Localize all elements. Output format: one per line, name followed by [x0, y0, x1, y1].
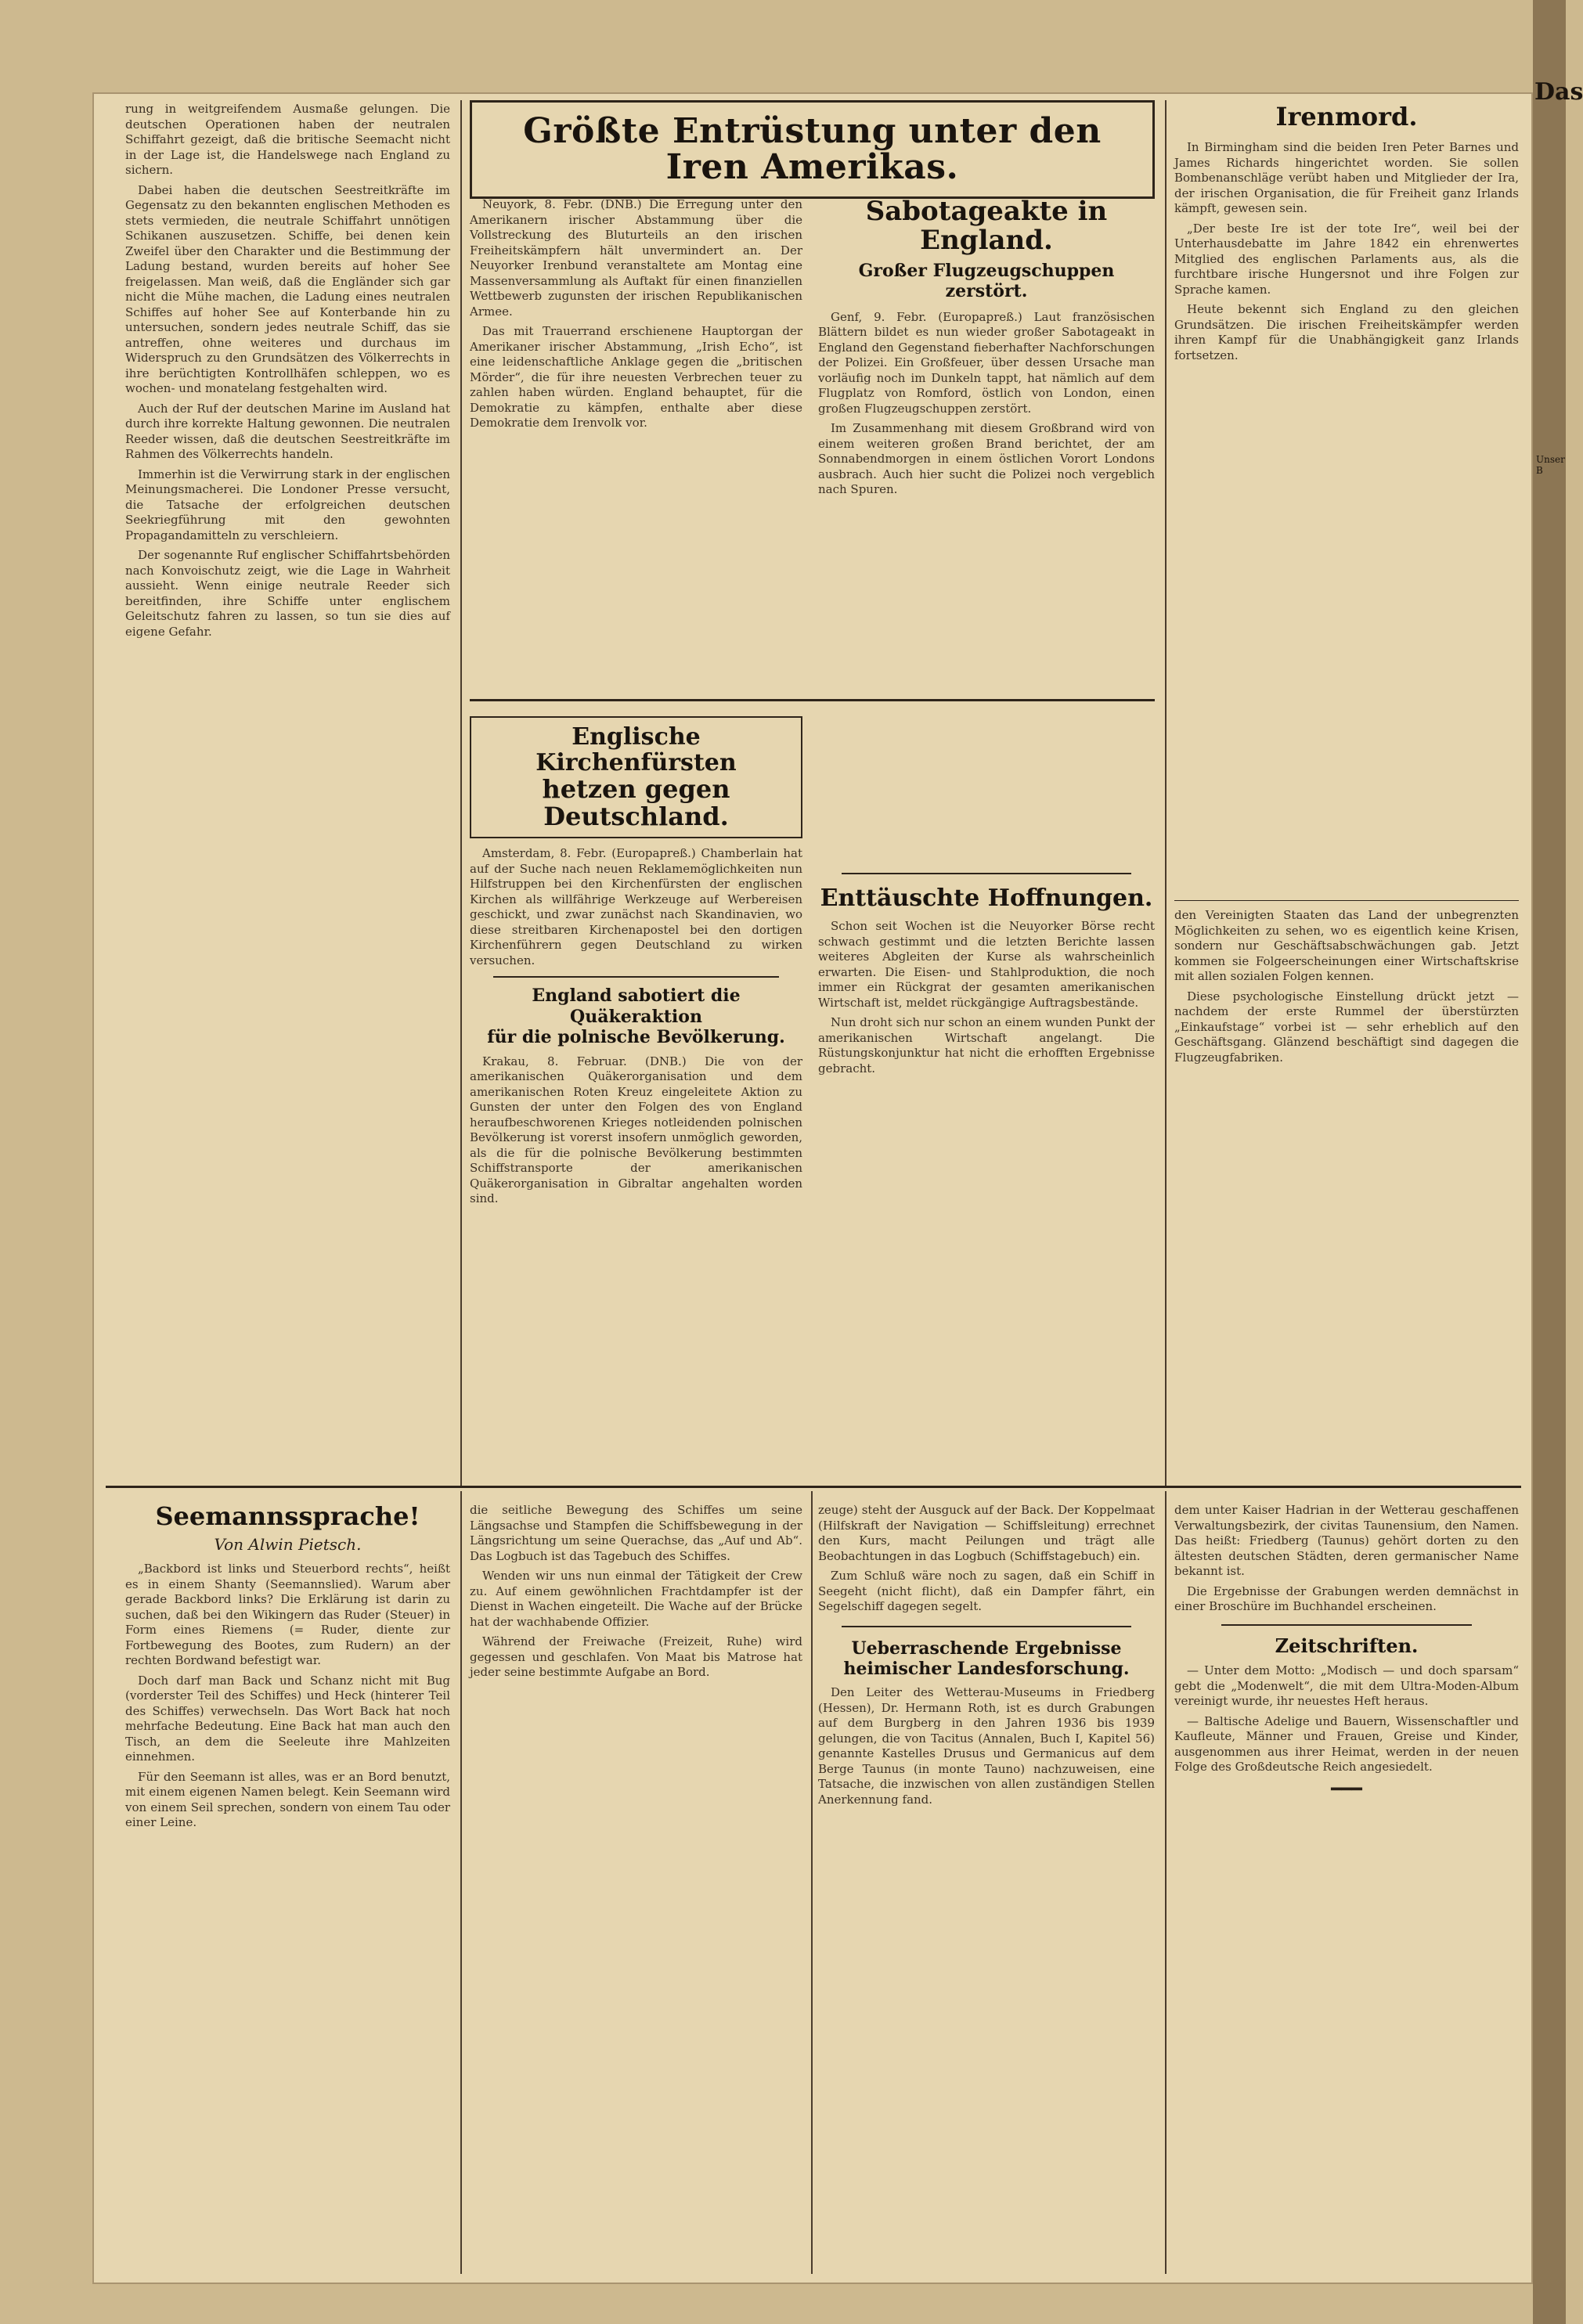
sabotage-article — [818, 197, 1155, 686]
section-rule — [470, 699, 1155, 701]
paragraph: Im Zusammenhang mit diesem Großbrand wird von einem weiteren großen Brand berichtet, der am Sonnabendmorgen in einem östlichen Vorort Londons ausbrach. Auch hier sucht die Polizei noch vergeblich nach Spuren. — [818, 421, 1155, 497]
column-rule — [460, 100, 462, 1486]
quaeker-headline-2: für die polnische Bevölkerung. — [487, 1027, 785, 1048]
paragraph: Nun droht sich nur schon an einem wunden Punkt der amerikanischen Wirtschaft angelangt. Die Rüstungskonjunktur hat nicht die erhofften Ergebnisse gebracht. — [818, 1015, 1155, 1076]
divider — [842, 873, 1131, 874]
headline: Größte Entrüstung unter den Iren Amerikas. — [470, 100, 1155, 199]
headline: Sabotageakte in England. — [865, 196, 1108, 257]
paragraph: Doch darf man Back und Schanz nicht mit Bug (vorderster Teil des Schiffes) und Heck (hinterer Teil des Schiffes) verwechseln. Das Wort Back hat noch mehrfache Bedeutung. Eine Back hat man auch den Tisch, an dem die Seeleute ihre Mahlzeiten einnehmen. — [125, 1673, 450, 1764]
paragraph: „Der beste Ire ist der tote Ire“, weil bei der Unterhausdebatte im Jahre 1842 ein ehrenwertes Mitglied des englischen Parlaments aus, als die furchtbare irische Hungersnot und ihre Folgen zur Sprache kamen. — [1174, 221, 1519, 297]
kirchenfuersten-article — [470, 716, 802, 1468]
end-mark-icon: ━━━ — [1331, 1779, 1362, 1800]
subheadline: Großer Flugzeugschuppen zerstört. — [858, 260, 1115, 302]
paragraph: Neuyork, 8. Febr. (DNB.) Die Erregung unter den Amerikanern irischer Abstammung über die Vollstreckung des Bluturteils an den irischen Freiheitskämpfern hält unvermindert an. Der Neuyorker Irenbund veranstaltete am Montag eine Massenversammlung als Auftakt für einen finanziellen Wettbewerb zugunsten der irischen Republikanischen Armee. — [470, 197, 802, 319]
paragraph: — Baltische Adelige und Bauern, Wissenschaftler und Kaufleute, Männer und Frauen, Greise und Kinder, ausgenommen aus ihrer Heimat, werden in der neuen Folge des Großdeutsche Reich angesiedelt. — [1174, 1713, 1519, 1775]
paragraph: den Vereinigten Staaten das Land der unbegrenzten Möglichkeiten zu sehen, wo es eigentlich keine Krisen, sondern nur Geschäftsabschwächungen gab. Jetzt kommen sie Folgeerscheinungen einer Wirtschaftskrise mit allen sozialen Folgen kennen. — [1174, 908, 1519, 983]
hoffnungen-article — [818, 716, 1155, 1468]
paragraph: Während der Freiwache (Freizeit, Ruhe) wird gegessen und geschlafen. Von Maat bis Matrose hat jeder seine bestimmte Aufgabe an Bord. — [470, 1634, 802, 1679]
seemann-forschung-column — [818, 1503, 1155, 2274]
column-1 — [125, 102, 450, 1475]
section-rule — [1174, 900, 1519, 901]
quaeker-headline: England sabotiert die Quäkeraktion — [532, 985, 741, 1027]
paragraph: Diese psychologische Einstellung drückt jetzt — nachdem der erste Rummel der überstürzten „Einkaufstage“ vorbei ist — sehr erheblich auf den Geschäftsgang. Glänzend beschäftigt sind dagegen die Flugzeugfabriken. — [1174, 989, 1519, 1065]
divider — [493, 976, 779, 978]
adjacent-page-label: Unser B — [1536, 454, 1565, 476]
paragraph: Schon seit Wochen ist die Neuyorker Börse recht schwach gestimmt und die letzten Berichte lassen weiteres Abgleiten der Kurse als wahrscheinlich erwarten. Die Eisen- und Stahlproduktion, die noch immer ein Rückgrat der gesamten amerikanischen Wirtschaft ist, meldet rückgängige Auftragsbestände. — [818, 919, 1155, 1010]
seemann-article-cont — [470, 1503, 802, 2274]
paragraph: Immerhin ist die Verwirrung stark in der englischen Meinungsmacherei. Die Londoner Presse versucht, die Tatsache der erfolgreichen deutschen Seekriegführung mit den gewohnten Propagandamitteln zu verschleiern. — [125, 467, 450, 542]
zeitschriften-headline: Zeitschriften. — [1275, 1634, 1419, 1657]
column-rule — [460, 1491, 462, 2274]
paragraph: dem unter Kaiser Hadrian in der Wetterau geschaffenen Verwaltungsbezirk, der civitas Taunensium, den Namen. Das heißt: Friedberg (Taunus) gehört dorten zu den ältesten deutschen Städten, deren germanischer Name bekannt ist. — [1174, 1503, 1519, 1578]
seemann-article — [125, 1503, 450, 2274]
divider — [1221, 1624, 1472, 1626]
paragraph: „Backbord ist links und Steuerbord rechts“, heißt es in einem Shanty (Seemannslied). Warum aber gerade Backbord links? Die Erklärung ist darin zu suchen, daß bei den Wikingern das Ruder (Steuer) in Form eines Riemens (= Ruder, diente zur Fortbewegung des Bootes, zum Rudern) an der rechten Bordwand befestigt war. — [125, 1562, 450, 1668]
column-4-bottom — [1174, 1503, 1519, 2274]
paragraph: Wenden wir uns nun einmal der Tätigkeit der Crew zu. Auf einem gewöhnlichen Frachtdampfer ist der Dienst in Wachen eingeteilt. Die Wache auf der Brücke hat der wachhabende Offizier. — [470, 1569, 802, 1629]
paragraph: In Birmingham sind die beiden Iren Peter Barnes und James Richards hingerichtet worden. Sie sollen Bombenanschläge verübt haben und Mitglieder der Ira, der irischen Organisation, die für Freiheit ganz Irlands kämpft, gewesen sein. — [1174, 140, 1519, 216]
headline-2: hetzen gegen Deutschland. — [542, 774, 730, 832]
paragraph: Amsterdam, 8. Febr. (Europapreß.) Chamberlain hat auf der Suche nach neuen Reklamemöglichkeiten nun Hilfstruppen bei den Kirchenfürsten der englischen Kirchen als willfährige Werkzeuge auf Werbereisen geschickt, und zwar zunächst nach Skandinavien, wo diese streitbaren Kirchenapostel bei den dortigen Kirchenführern gegen Deutschland zu wirken versuchen. — [470, 846, 802, 967]
headline: Englische Kirchenfürsten — [535, 723, 737, 776]
paragraph: Das mit Trauerrand erschienene Hauptorgan der Amerikaner irischer Abstammung, „Irish Echo“, ist eine leidenschaftliche Anklage gegen die „britischen Mörder“, die für ihre neuesten Verbrechen teuer zu zahlen haben würden. England behauptet, für die Demokratie zu kämpfen, enthalte aber diese Demokratie dem Irenvolk vor. — [470, 324, 802, 430]
byline: Von Alwin Pietsch. — [214, 1535, 362, 1555]
adjacent-page-header: Das — [1534, 78, 1583, 106]
column-rule — [811, 1491, 813, 2274]
paragraph: Zum Schluß wäre noch zu sagen, daß ein Schiff in Seegeht (nicht flicht), daß ein Dampfer fährt, ein Segelschiff dagegen segelt. — [818, 1569, 1155, 1613]
iren-amerika-text — [470, 197, 802, 686]
paragraph: Für den Seemann ist alles, was er an Bord benutzt, mit einem eigenen Namen belegt. Kein Seemann wird von einem Seil sprechen, sondern von einem Tau oder einer Leine. — [125, 1769, 450, 1830]
forschung-headline-2: heimischer Landesforschung. — [843, 1658, 1130, 1679]
headline: Irenmord. — [1275, 102, 1418, 132]
paragraph: Die Ergebnisse der Grabungen werden demnächst in einer Broschüre im Buchhandel erscheinen. — [1174, 1584, 1519, 1613]
column-rule — [1165, 1491, 1167, 2274]
paragraph: Genf, 9. Febr. (Europapreß.) Laut französischen Blättern bildet es nun wieder großer Sabotageakt in England den Gegenstand fieberhafter Nachforschungen der Polizei. Ein Großfeuer, über dessen Ursache man vorläufig noch im Dunkeln tappt, hat nämlich auf dem Flugplatz von Romford, östlich von London, einen großen Flugzeugschuppen zerstört. — [818, 309, 1155, 416]
paragraph: Heute bekennt sich England zu den gleichen Grundsätzen. Die irischen Freiheitskämpfer werden ihren Kampf für die Unabhängigkeit ganz Irlands fortsetzen. — [1174, 302, 1519, 362]
section-rule — [106, 1486, 1521, 1488]
paragraph: Der sogenannte Ruf englischer Schiffahrtsbehörden nach Konvoischutz zeigt, wie die Lage in Wahrheit aussieht. Wenn einige neutrale Reeder sich bereitfinden, ihre Schiffe unter englischem Geleitschutz fahren zu lassen, so tun sie dies auf eigene Gefahr. — [125, 548, 450, 639]
divider — [842, 1626, 1131, 1627]
paragraph: — Unter dem Motto: „Modisch — und doch sparsam“ gebt die „Modenwelt“, die mit dem Ultra-Moden-Album vereinigt wurde, ihr neuestes Heft heraus. — [1174, 1663, 1519, 1709]
column-4-lower — [1174, 908, 1519, 1472]
adjacent-page-strip — [1533, 0, 1583, 2324]
headline: Enttäuschte Hoffnungen. — [820, 885, 1153, 912]
irenmord-article — [1174, 100, 1519, 895]
paragraph: Den Leiter des Wetterau-Museums in Friedberg (Hessen), Dr. Hermann Roth, ist es durch Grabungen auf dem Burgberg in den Jahren 1936 bis 1939 gelungen, die von Tacitus (Annalen, Buch I, Kapitel 56) genannte Kastelles Drusus und Germanicus auf dem Berge Taunus (in monte Tauno) nachzuweisen, eine Tatsache, die inzwischen von allen zuständigen Stellen Anerkennung fand. — [818, 1685, 1155, 1807]
paragraph: Auch der Ruf der deutschen Marine im Ausland hat durch ihre korrekte Haltung gewonnen. Die neutralen Reeder wissen, daß die deutschen Seestreitkräfte im Rahmen des Völkerrechts handeln. — [125, 401, 450, 461]
paragraph: die seitliche Bewegung des Schiffes um seine Längsachse und Stampfen die Schiffsbewegung in der Längsrichtung um seine Querachse, das „Auf und Ab“. Das Logbuch ist das Tagebuch des Schiffes. — [470, 1503, 802, 1563]
paragraph: zeuge) steht der Ausguck auf der Back. Der Koppelmaat (Hilfskraft der Navigation — Schiffsleitung) errechnet den Kurs, macht Peilungen und trägt alle Beobachtungen in das Logbuch (Schiffstagebuch) ein. — [818, 1503, 1155, 1563]
iren-amerika-header — [470, 100, 1155, 186]
headline: Seemannssprache! — [155, 1501, 420, 1531]
paragraph: rung in weitgreifendem Ausmaße gelungen. Die deutschen Operationen haben der neutralen Schiffahrt gezeigt, daß die britische Seemacht nicht in der Lage ist, die Handelswege nach England zu sichern. — [125, 102, 450, 177]
paragraph: Krakau, 8. Februar. (DNB.) Die von der amerikanischen Quäkerorganisation und dem amerikanischen Roten Kreuz eingeleitete Aktion zu Gunsten der unter den Folgen des von England heraufbeschworenen Krieges notleidenden polnischen Bevölkerung ist vorerst insofern unmöglich geworden, als die für die polnische Bevölkerung bestimmten Schiffstransporte der amerikanischen Quäkerorganisation in Gibraltar angehalten worden sind. — [470, 1054, 802, 1206]
paragraph: Dabei haben die deutschen Seestreitkräfte im Gegensatz zu den bekannten englischen Methoden es stets vermieden, die neutrale Schiffahrt unnötigen Schikanen auszusetzen. Schiffe, bei denen kein Zweifel über den Charakter und die Bestimmung der Ladung bestand, wurden bereits auf hoher See freigelassen. Man weiß, daß die Engländer sich gar nicht die Mühe machen, die Ladung eines neutralen Schiffes auf hoher See auf Konterbande hin zu untersuchen, sondern jedes neutrale Schiff, das sie antreffen, ohne weiteres und durchaus im Widerspruch zu den Grundsätzen des Völkerrechts in ihre berüchtigten Kontrollhäfen schleppen, wo es wochen- und monatelang festgehalten wird. — [125, 182, 450, 395]
forschung-headline: Ueberraschende Ergebnisse — [851, 1638, 1122, 1659]
column-rule — [1165, 100, 1167, 1486]
